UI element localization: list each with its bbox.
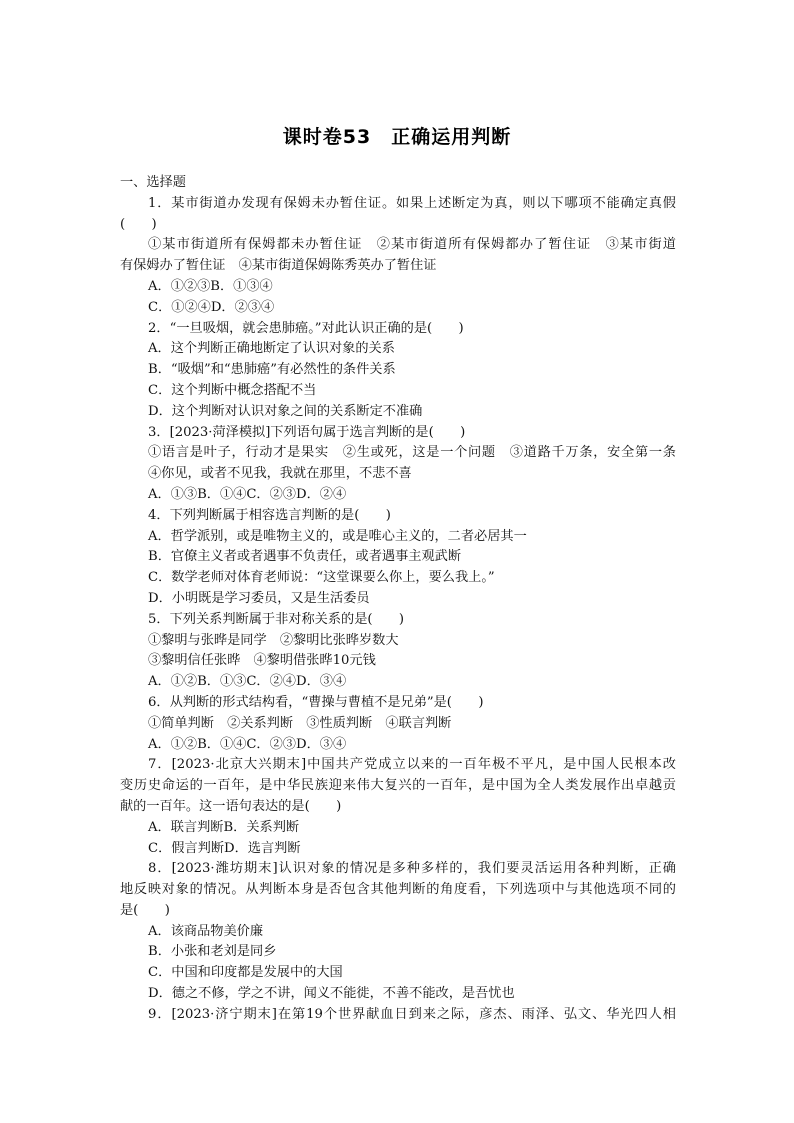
q8-option-c: C．中国和印度都是发展中的大国 <box>148 965 343 981</box>
q1-options-line-1: ①某市街道所有保姆都未办暂住证 ②某市街道所有保姆都办了暂住证 ③某市街道 <box>148 237 676 253</box>
q4-option-c: C．数学老师对体育老师说：“这堂课要么你上，要么我上。” <box>148 570 495 586</box>
q4-option-a: A．哲学派别，或是唯物主义的，或是唯心主义的，二者必居其一 <box>148 528 527 544</box>
q1-stem-line-1: 1．某市街道办发现有保姆未办暂住证。如果上述断定为真，则以下哪项不能确定真假 <box>148 195 676 211</box>
q1-choice-line-1: A．①②③B．①③④ <box>148 278 273 294</box>
q4-option-b: B．官僚主义者或者遇事不负责任，或者遇事主观武断 <box>148 549 462 565</box>
q8-stem-line-2: 地反映对象的情况。从判断本身是否包含其他判断的角度看，下列选项中与其他选项不同的 <box>120 882 676 898</box>
q7-stem-line-3: 献的一百年。这一语句表达的是( ) <box>120 798 342 814</box>
page-title: 课时卷53 正确运用判断 <box>282 126 512 148</box>
q7-choice-line-1: A．联言判断B．关系判断 <box>148 819 300 835</box>
q6-stem: 6．从判断的形式结构看，“曹操与曹植不是兄弟”是( ) <box>148 694 484 710</box>
q7-choice-line-2: C．假言判断D．选言判断 <box>148 840 301 856</box>
q5-stem: 5．下列关系判断属于非对称关系的是( ) <box>148 611 405 627</box>
q5-options-line-2: ③黎明信任张晔 ④黎明借张晔10元钱 <box>148 653 376 669</box>
q2-stem: 2．“一旦吸烟，就会患肺癌。”对此认识正确的是( ) <box>148 320 464 336</box>
q9-stem-line-1: 9．[2023·济宁期末]在第19个世界献血日到来之际，彦杰、雨泽、弘文、华光四人相 <box>148 1006 676 1022</box>
q3-options-line-1: ①语言是叶子，行动才是果实 ②生或死，这是一个问题 ③道路千万条，安全第一条 <box>148 445 676 461</box>
q2-option-b: B．“吸烟”和“患肺癌”有必然性的条件关系 <box>148 362 396 378</box>
q2-option-c: C．这个判断中概念搭配不当 <box>148 382 317 398</box>
q6-choice: A．①②B．①④C．②③D．③④ <box>148 736 347 752</box>
q5-choice: A．①②B．①③C．②④D．③④ <box>148 674 347 690</box>
q1-choice-line-2: C．①②④D．②③④ <box>148 299 275 315</box>
q8-stem-line-1: 8．[2023·潍坊期末]认识对象的情况是多种多样的，我们要灵活运用各种判断，正确 <box>148 861 676 877</box>
q3-stem: 3．[2023·菏泽模拟]下列语句属于选言判断的是( ) <box>148 424 466 440</box>
q7-stem-line-2: 变历史命运的一百年，是中华民族迎来伟大复兴的一百年，是中国为全人类发展作出卓越贡 <box>120 778 676 794</box>
q8-stem-line-3: 是( ) <box>120 902 170 918</box>
q3-options-line-2: ④你见，或者不见我，我就在那里，不悲不喜 <box>148 466 412 482</box>
q8-option-d: D．德之不修，学之不讲，闻义不能徙，不善不能改，是吾忧也 <box>148 986 515 1002</box>
q1-answer-blank: ( ) <box>120 216 157 232</box>
section-heading: 一、选择题 <box>120 175 186 190</box>
q7-stem-line-1: 7．[2023·北京大兴期末]中国共产党成立以来的一百年极不平凡，是中国人民根本改 <box>148 757 676 773</box>
q8-option-b: B．小张和老刘是同乡 <box>148 944 277 960</box>
q1-options-line-2: 有保姆办了暂住证 ④某市街道保姆陈秀英办了暂住证 <box>120 258 437 274</box>
q4-option-d: D．小明既是学习委员，又是生活委员 <box>148 590 370 606</box>
document-body <box>120 173 676 1026</box>
q8-option-a: A．该商品物美价廉 <box>148 923 264 939</box>
q3-choice: A．①③B．①④C．②③D．②④ <box>148 486 347 502</box>
q2-option-a: A．这个判断正确地断定了认识对象的关系 <box>148 341 395 357</box>
q2-option-d: D．这个判断对认识对象之间的关系断定不准确 <box>148 403 423 419</box>
q4-stem: 4．下列判断属于相容选言判断的是( ) <box>148 507 391 523</box>
q5-options-line-1: ①黎明与张晔是同学 ②黎明比张晔岁数大 <box>148 632 399 648</box>
q6-options: ①简单判断 ②关系判断 ③性质判断 ④联言判断 <box>148 715 452 731</box>
